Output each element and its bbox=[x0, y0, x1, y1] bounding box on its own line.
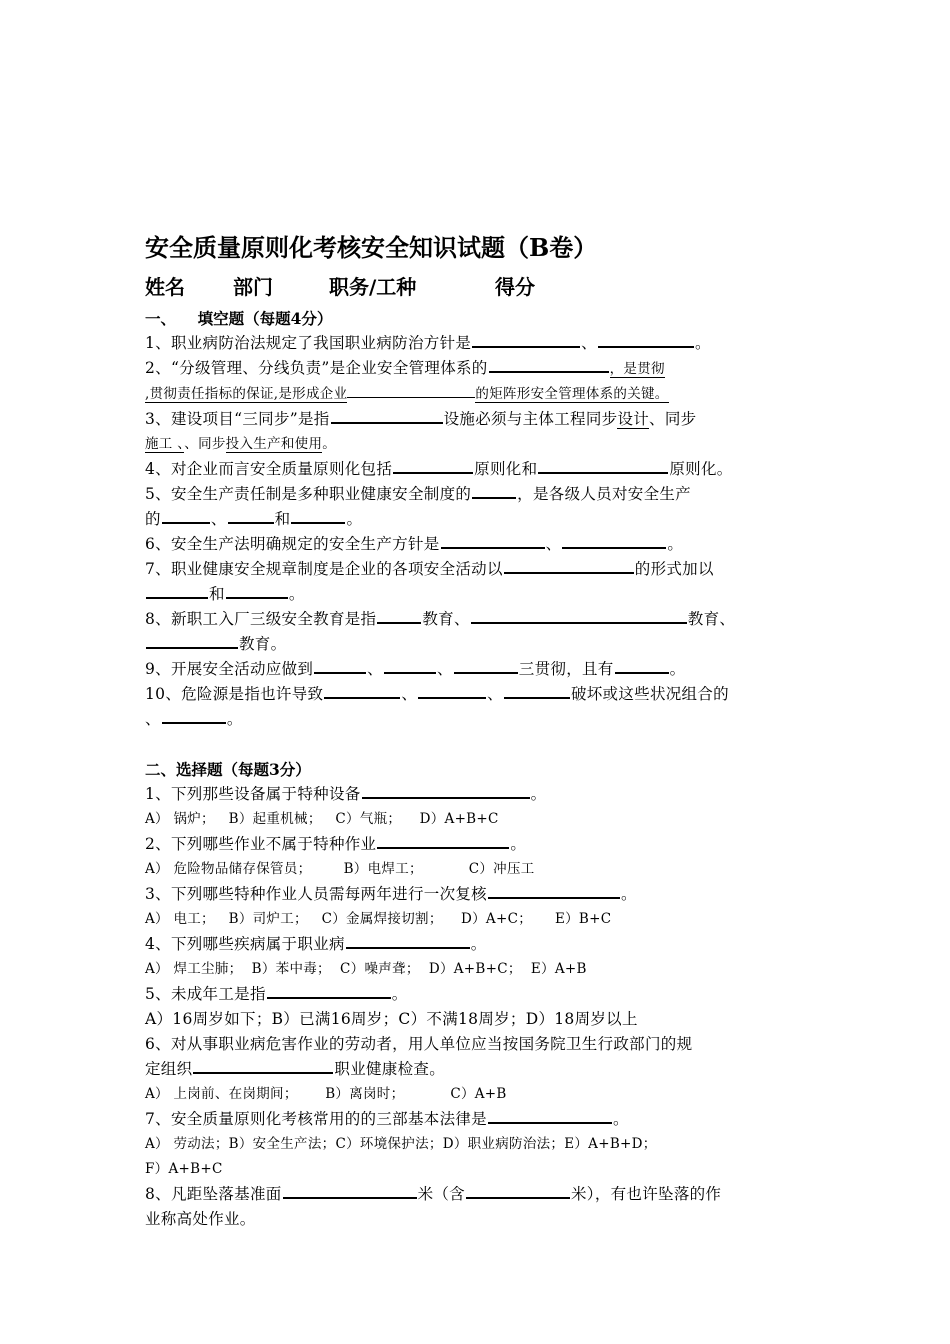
fill-q2-line1: 2、“分级管理、分线负责”是企业安全管理体系的 ，是贯彻 bbox=[145, 356, 810, 382]
section-fill-blank-title: 一、 填空题（每题4分） bbox=[145, 309, 333, 328]
fill-q2-line2: ,贯彻责任指标的保证,是形成企业 的矩阵形安全管理体系的关键。 bbox=[145, 386, 669, 402]
blank[interactable] bbox=[562, 532, 666, 549]
blank[interactable] bbox=[441, 532, 545, 549]
blank[interactable] bbox=[331, 407, 443, 424]
choice-q2-options: A） 危险物品储存保管员； B）电焊工； C）冲压工 bbox=[145, 861, 535, 877]
choice-q7-options: A） 劳动法；B）安全生产法；C）环境保护法；D）职业病防治法；E）A+B+D； bbox=[145, 1136, 657, 1152]
blank[interactable] bbox=[393, 457, 473, 474]
choice-q8-line1: 8、凡距坠落基准面 米（含 米），有也许坠落的作 bbox=[145, 1182, 810, 1207]
fill-q8-line2: 教育。 bbox=[145, 632, 810, 657]
choice-q4-options: A） 焊工尘肺； B）苯中毒； C）噪声聋； D）A+B+C； E）A+B bbox=[145, 961, 587, 977]
dept-label: 部门 bbox=[233, 275, 273, 299]
fill-q10-line1: 10、危险源是指也许导致 、 、 破坏或这些状况组合的 bbox=[145, 682, 810, 707]
fill-q6: 6、安全生产法明确规定的安全生产方针是 、 。 bbox=[145, 532, 810, 557]
fill-q10-line2: 、 。 bbox=[145, 707, 810, 732]
choice-q6-line2: 定组织 职业健康检查。 bbox=[145, 1057, 810, 1082]
blank[interactable] bbox=[471, 607, 687, 624]
section-choice-title: 二、选择题（每题3分） bbox=[145, 760, 311, 779]
exam-title: 安全质量原则化考核安全知识试题（B卷） bbox=[145, 233, 598, 262]
blank[interactable] bbox=[504, 682, 570, 699]
score-label: 得分 bbox=[495, 275, 535, 299]
fill-q5-line2: 的 、 和 。 bbox=[145, 507, 810, 532]
blank[interactable] bbox=[146, 582, 208, 599]
choice-q3-options: A） 电工； B）司炉工； C）金属焊接切割； D）A+C； E）B+C bbox=[145, 911, 612, 927]
blank[interactable] bbox=[615, 657, 669, 674]
fill-q1: 1、职业病防治法规定了我国职业病防治方针是 、 。 bbox=[145, 331, 810, 356]
choice-q5-options: A）16周岁如下；B）已满16周岁；C）不满18周岁；D）18周岁以上 bbox=[145, 1010, 638, 1028]
blank[interactable] bbox=[488, 1107, 612, 1124]
candidate-info-row bbox=[145, 272, 810, 302]
fill-q8-line1: 8、新职工入厂三级安全教育是指 教育、 教育、 bbox=[145, 607, 810, 632]
blank[interactable] bbox=[162, 507, 210, 524]
choice-q1: 1、下列那些设备属于特种设备 。 bbox=[145, 782, 810, 807]
name-label: 姓名 bbox=[145, 275, 185, 299]
choice-q3: 3、下列哪些特种作业人员需每两年进行一次复核 。 bbox=[145, 882, 810, 907]
blank[interactable] bbox=[162, 707, 226, 724]
blank[interactable] bbox=[283, 1182, 417, 1199]
choice-q2: 2、下列哪些作业不属于特种作业 。 bbox=[145, 832, 810, 857]
blank[interactable] bbox=[384, 657, 436, 674]
blank[interactable] bbox=[314, 657, 366, 674]
blank[interactable] bbox=[228, 507, 274, 524]
blank[interactable] bbox=[346, 932, 470, 949]
fill-q3-line1: 3、建设项目“三同步”是指 设施必须与主体工程同步设计、同步 bbox=[145, 407, 810, 432]
fill-q7-line2: 和 。 bbox=[145, 582, 810, 607]
blank[interactable] bbox=[472, 331, 580, 348]
blank[interactable] bbox=[377, 832, 509, 849]
choice-q1-options: A） 锅炉； B）起重机械； C）气瓶； D）A+B+C bbox=[145, 811, 499, 827]
choice-q6-line1: 6、对从事职业病危害作业的劳动者，用人单位应当按国务院卫生行政部门的规 bbox=[145, 1035, 693, 1053]
choice-q7: 7、安全质量原则化考核常用的的三部基本法律是 。 bbox=[145, 1107, 810, 1132]
blank[interactable] bbox=[489, 356, 609, 373]
choice-q5: 5、未成年工是指 。 bbox=[145, 982, 810, 1007]
blank[interactable] bbox=[488, 882, 620, 899]
choice-q4: 4、下列哪些疾病属于职业病 。 bbox=[145, 932, 810, 957]
blank[interactable] bbox=[193, 1057, 333, 1074]
blank[interactable] bbox=[538, 457, 668, 474]
exam-document bbox=[145, 228, 810, 1232]
blank[interactable] bbox=[226, 582, 288, 599]
blank[interactable] bbox=[324, 682, 400, 699]
choice-q7-options-2: F）A+B+C bbox=[145, 1161, 223, 1177]
fill-q9: 9、开展安全活动应做到 、 、 三贯彻，且有 。 bbox=[145, 657, 810, 682]
blank[interactable] bbox=[466, 1182, 570, 1199]
blank[interactable] bbox=[291, 507, 345, 524]
blank[interactable] bbox=[472, 482, 516, 499]
choice-q6-options: A） 上岗前、在岗期间； B）离岗时； C）A+B bbox=[145, 1086, 507, 1102]
blank[interactable] bbox=[146, 632, 238, 649]
fill-q7-line1: 7、职业健康安全规章制度是企业的各项安全活动以 的形式加以 bbox=[145, 557, 810, 582]
blank[interactable] bbox=[267, 982, 391, 999]
job-label: 职务/工种 bbox=[329, 275, 417, 299]
choice-q8-line2: 业称高处作业。 bbox=[145, 1210, 256, 1228]
fill-q3-line2: 施工 、、同步投入生产和使用。 bbox=[145, 436, 337, 452]
blank[interactable] bbox=[377, 607, 421, 624]
blank[interactable] bbox=[504, 557, 634, 574]
fill-q5-line1: 5、安全生产责任制是多种职业健康安全制度的 ，是各级人员对安全生产 bbox=[145, 482, 810, 507]
blank[interactable] bbox=[454, 657, 518, 674]
blank[interactable] bbox=[362, 782, 530, 799]
blank[interactable] bbox=[598, 331, 694, 348]
blank[interactable] bbox=[418, 682, 486, 699]
fill-q4: 4、对企业而言安全质量原则化包括 原则化和 原则化。 bbox=[145, 457, 810, 482]
